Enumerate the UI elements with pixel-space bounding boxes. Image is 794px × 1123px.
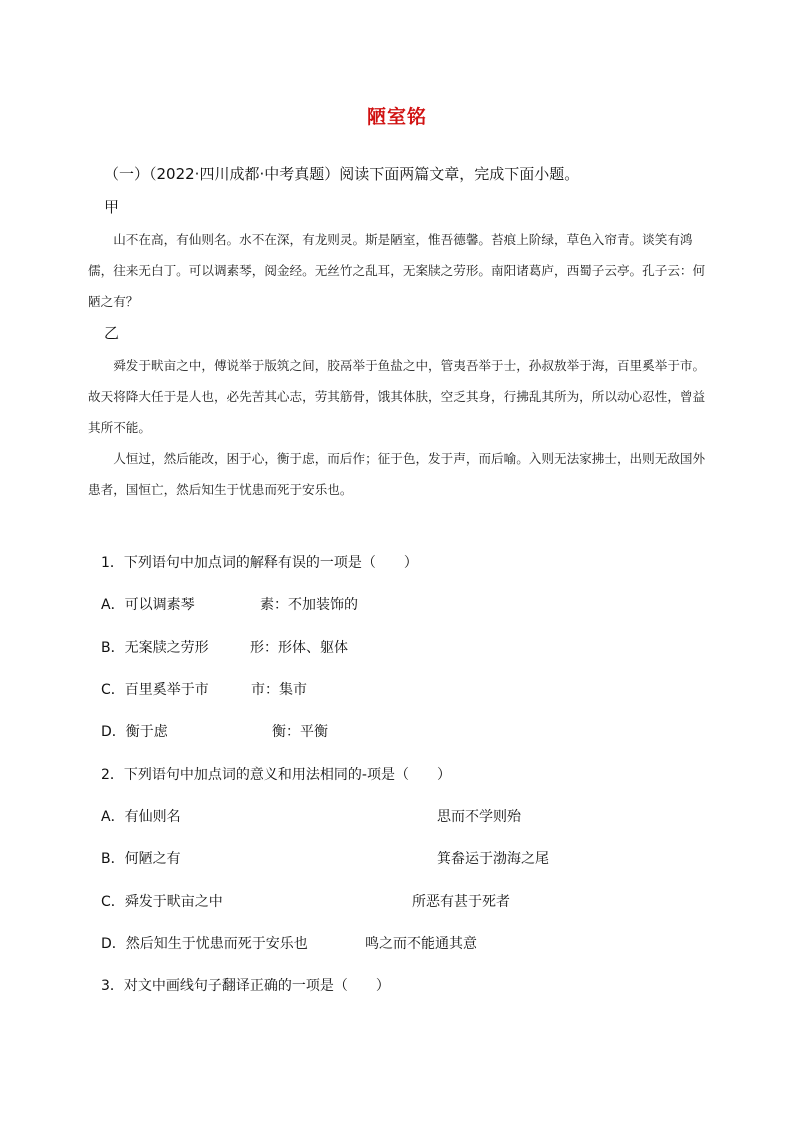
passage-a-text: 山不在高，有仙则名。水不在深，有龙则灵。斯是陋室，惟吾德馨。苔痕上阶绿，草色入帘青。谈笑有鸿儒，往来无白丁。可以调素琴，阅金经。无丝竹之乱耳，无案牍之劳形。南阳诸葛庐，西蜀子云亭。孔子云：何陋之有？ <box>88 232 706 309</box>
passage-a-label: 甲 <box>104 198 120 216</box>
question-1-option-c-note: 市：集市 <box>251 682 307 698</box>
question-1-stem: 1．下列语句中加点词的解释有误的一项是（ ） <box>101 555 418 571</box>
question-2-option-c-compare: 所恶有甚于死者 <box>412 894 510 910</box>
question-2-option-c: C．舜发于畎亩之中 <box>101 894 223 910</box>
question-3-stem: 3．对文中画线句子翻译正确的一项是（ ） <box>101 978 390 994</box>
question-1-option-b-note: 形：形体、躯体 <box>250 640 348 656</box>
question-2-option-a: A．有仙则名 <box>101 809 181 825</box>
question-1-option-b: B．无案牍之劳形 <box>101 640 209 656</box>
question-2-option-d-compare: 鸣之而不能通其意 <box>365 936 477 952</box>
question-1-option-a-note: 素：不加装饰的 <box>260 597 358 613</box>
reading-intro: （一）（2022·四川成都·中考真题）阅读下面两篇文章，完成下面小题。 <box>104 165 580 183</box>
passage-b-label: 乙 <box>104 324 120 342</box>
question-1-option-d-note: 衡：平衡 <box>272 724 328 740</box>
passage-b-paragraph: 舜发于畎亩之中，傅说举于版筑之间，胶鬲举于鱼盐之中，管夷吾举于士，孙叔敖举于海，百里奚举于市。故天将降大任于是人也，必先苦其心志，劳其筋骨，饿其体肤，空乏其身，行拂乱其所为，所以动心忍性，曾益其所不能。 <box>88 358 706 435</box>
passage-b <box>88 350 714 505</box>
question-2-option-b: B．何陋之有 <box>101 851 181 867</box>
question-2-option-a-compare: 思而不学则殆 <box>437 809 521 825</box>
question-2-stem: 2．下列语句中加点词的意义和用法相同的-项是（ ） <box>101 767 451 783</box>
question-1-option-c: C．百里奚举于市 <box>101 682 209 698</box>
question-1-option-a: A．可以调素琴 <box>101 597 195 613</box>
page-title: 陋室铭 <box>366 106 427 128</box>
question-2-option-d: D．然后知生于忧患而死于安乐也 <box>101 936 308 952</box>
passage-a <box>88 224 714 317</box>
question-2-option-b-compare: 箕畚运于渤海之尾 <box>437 851 549 867</box>
passage-b-paragraph: 人恒过，然后能改，困于心，衡于虑，而后作；征于色，发于声，而后喻。入则无法家拂士，出则无敌国外患者，国恒亡，然后知生于忧患而死于安乐也。 <box>88 451 706 497</box>
question-1-option-d: D．衡于虑 <box>101 724 168 740</box>
